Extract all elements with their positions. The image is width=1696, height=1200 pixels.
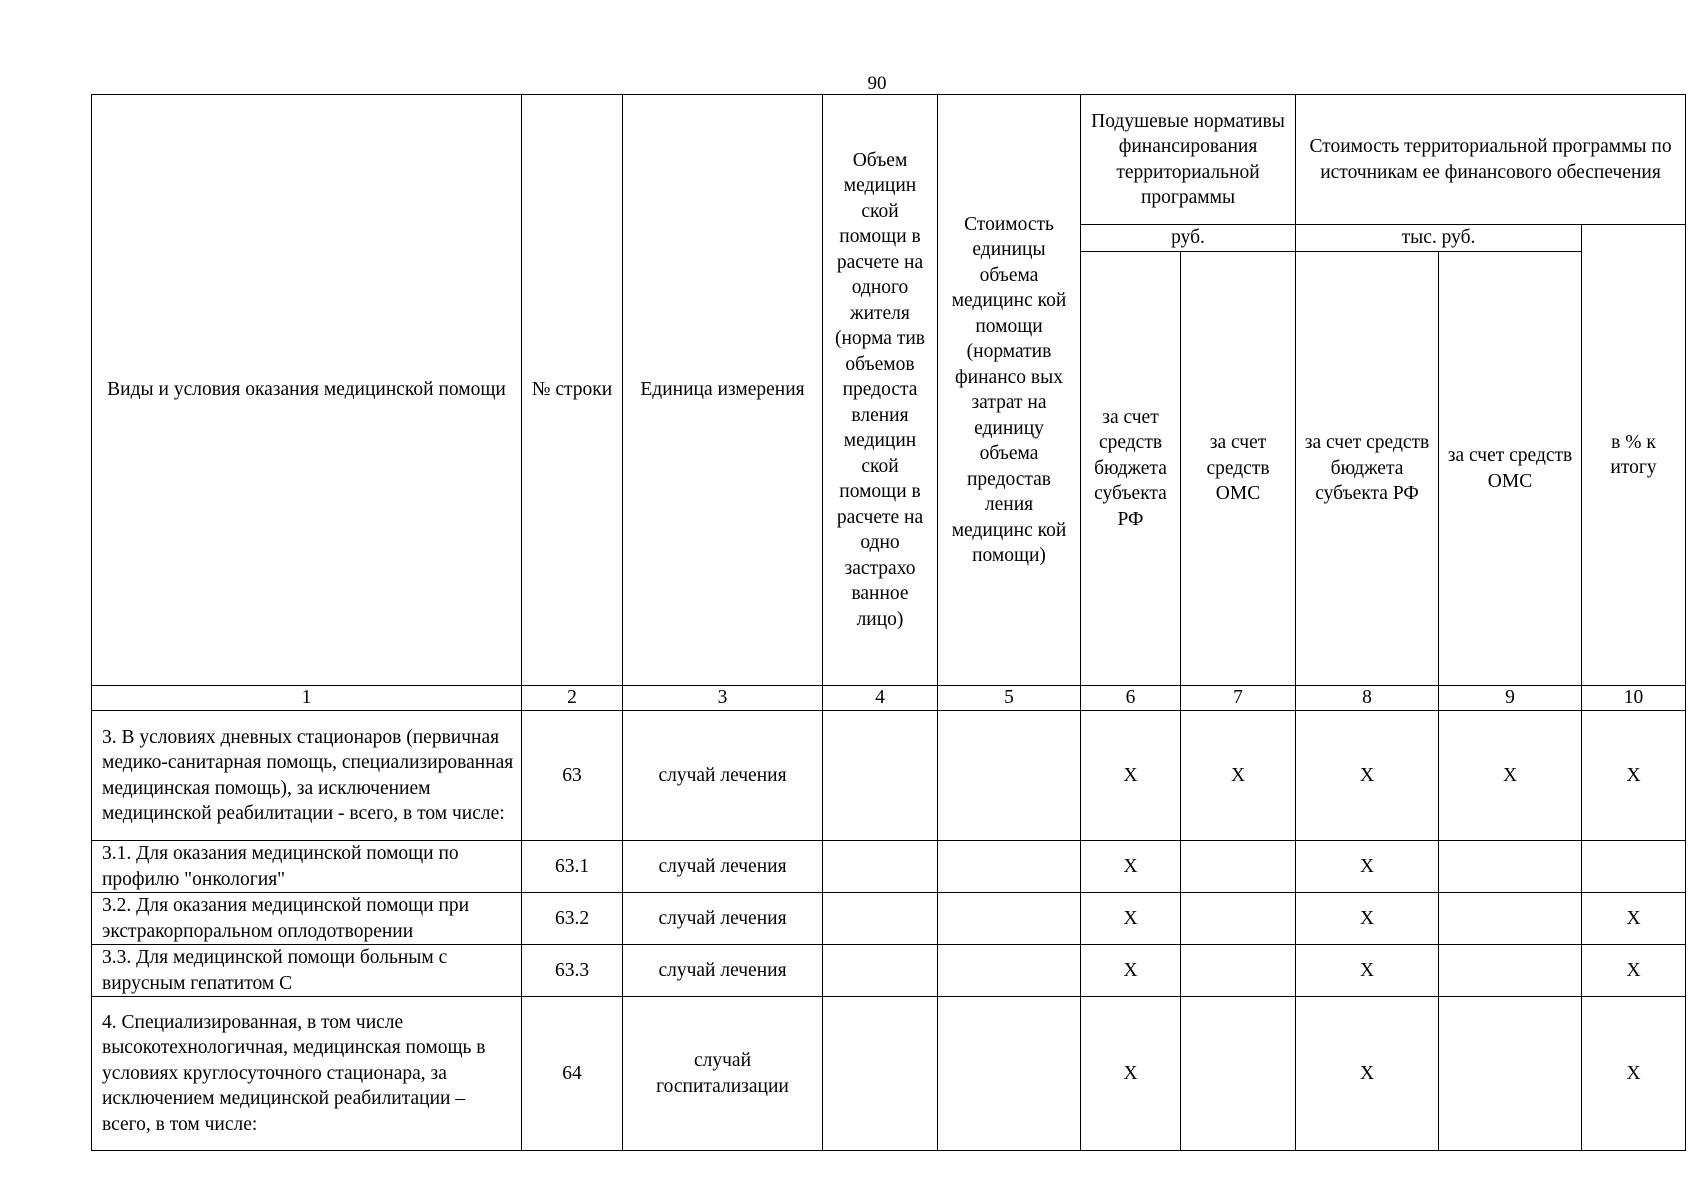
row-per-capita-budget: X — [1081, 711, 1181, 841]
column-number: 6 — [1081, 686, 1181, 711]
row-unit-cost — [938, 841, 1081, 893]
row-unit: случай госпитализации — [623, 997, 823, 1151]
column-number: 9 — [1439, 686, 1582, 711]
row-per-capita-oms — [1181, 841, 1296, 893]
row-line-number: 64 — [522, 997, 623, 1151]
row-per-capita-oms — [1181, 997, 1296, 1151]
row-cost-budget: X — [1296, 893, 1439, 945]
header-thous-rub: тыс. руб. — [1296, 225, 1582, 252]
row-per-capita-budget: X — [1081, 841, 1181, 893]
row-line-number: 63 — [522, 711, 623, 841]
row-volume — [823, 711, 938, 841]
row-volume — [823, 841, 938, 893]
header-unit-cost: Стоимость единицы объема медицинс кой помощи (норматив финансо вых затрат на единицу объема предостав ления медицинс кой помощи) — [938, 95, 1081, 686]
row-percent: X — [1582, 893, 1686, 945]
row-per-capita-oms — [1181, 945, 1296, 997]
row-unit-cost — [938, 997, 1081, 1151]
row-cost-budget: X — [1296, 997, 1439, 1151]
row-cost-oms — [1439, 997, 1582, 1151]
row-name: 3.2. Для оказания медицинской помощи при экстракорпоральном оплодотворении — [92, 893, 522, 945]
table-row — [92, 893, 1686, 945]
column-number: 2 — [522, 686, 623, 711]
column-number: 4 — [823, 686, 938, 711]
header-percent-of-total: в % к итогу — [1582, 225, 1686, 686]
column-number: 5 — [938, 686, 1081, 711]
header-cost-group: Стоимость территориальной программы по источникам ее финансового обеспечения — [1296, 95, 1686, 225]
row-unit: случай лечения — [623, 893, 823, 945]
page-number: 90 — [867, 73, 887, 94]
row-cost-oms — [1439, 841, 1582, 893]
row-name: 3. В условиях дневных стационаров (первичная медико-санитарная помощь, специализированная медицинская помощь), за исключением медицинской реабилитации - всего, в том числе: — [92, 711, 522, 841]
row-cost-oms — [1439, 945, 1582, 997]
row-volume — [823, 945, 938, 997]
table-row — [92, 841, 1686, 893]
row-cost-oms — [1439, 893, 1582, 945]
row-unit-cost — [938, 711, 1081, 841]
header-cost-oms: за счет средств ОМС — [1439, 252, 1582, 686]
row-unit: случай лечения — [623, 711, 823, 841]
row-per-capita-oms: X — [1181, 711, 1296, 841]
table-row — [92, 711, 1686, 841]
header-rub: руб. — [1081, 225, 1296, 252]
row-percent: X — [1582, 997, 1686, 1151]
header-per-capita-group: Подушевые нормативы финансирования территориальной программы — [1081, 95, 1296, 225]
row-unit-cost — [938, 893, 1081, 945]
row-percent: X — [1582, 945, 1686, 997]
row-per-capita-budget: X — [1081, 945, 1181, 997]
column-number: 8 — [1296, 686, 1439, 711]
row-line-number: 63.3 — [522, 945, 623, 997]
column-number: 3 — [623, 686, 823, 711]
row-volume — [823, 893, 938, 945]
column-number: 10 — [1582, 686, 1686, 711]
row-per-capita-oms — [1181, 893, 1296, 945]
header-per-capita-oms: за счет средств ОМС — [1181, 252, 1296, 686]
row-cost-budget: X — [1296, 841, 1439, 893]
row-unit: случай лечения — [623, 841, 823, 893]
row-line-number: 63.2 — [522, 893, 623, 945]
row-percent: X — [1582, 711, 1686, 841]
row-name: 4. Специализированная, в том числе высокотехнологичная, медицинская помощь в условиях круглосуточного стационара, за исключением медицинской реабилитации – всего, в том числе: — [92, 997, 522, 1151]
row-line-number: 63.1 — [522, 841, 623, 893]
header-unit: Единица измерения — [623, 95, 823, 686]
table-row — [92, 945, 1686, 997]
row-per-capita-budget: X — [1081, 997, 1181, 1151]
header-row-1 — [92, 95, 1686, 225]
header-volume-per-capita: Объем медицин ской помощи в расчете на одного жителя (норма тив объемов предоста вления медицин ской помощи в расчете на одно застрахо ванное лицо) — [823, 95, 938, 686]
header-cost-budget: за счет средств бюджета субъекта РФ — [1296, 252, 1439, 686]
row-cost-budget: X — [1296, 945, 1439, 997]
header-kinds-of-care: Виды и условия оказания медицинской помощи — [92, 95, 522, 686]
financing-table — [91, 94, 1686, 1151]
column-number: 1 — [92, 686, 522, 711]
header-line-number: № строки — [522, 95, 623, 686]
row-unit: случай лечения — [623, 945, 823, 997]
row-cost-budget: X — [1296, 711, 1439, 841]
row-unit-cost — [938, 945, 1081, 997]
row-cost-oms: X — [1439, 711, 1582, 841]
row-per-capita-budget: X — [1081, 893, 1181, 945]
table-row — [92, 997, 1686, 1151]
column-numbers-row — [92, 686, 1686, 711]
row-name: 3.1. Для оказания медицинской помощи по профилю "онкология" — [92, 841, 522, 893]
column-number: 7 — [1181, 686, 1296, 711]
row-percent — [1582, 841, 1686, 893]
row-name: 3.3. Для медицинской помощи больным с вирусным гепатитом С — [92, 945, 522, 997]
row-volume — [823, 997, 938, 1151]
header-per-capita-budget: за счет средств бюджета субъекта РФ — [1081, 252, 1181, 686]
